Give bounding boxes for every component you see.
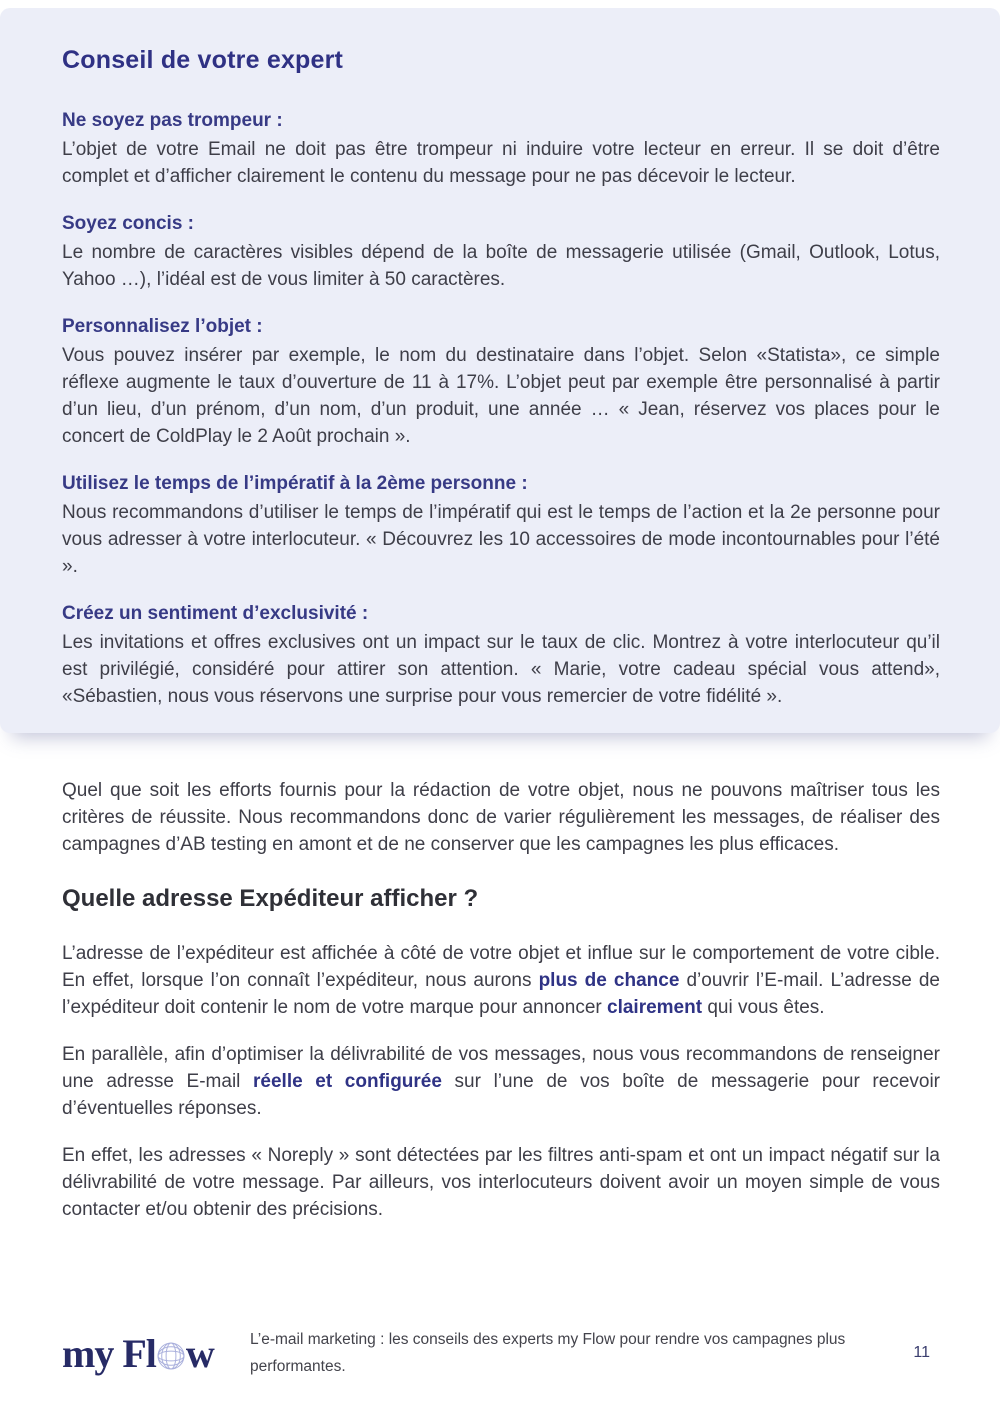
expert-advice-panel bbox=[0, 8, 1000, 733]
logo-text-start: my Fl bbox=[62, 1330, 156, 1376]
myflow-logo bbox=[62, 1330, 240, 1377]
advice-heading: Ne soyez pas trompeur : bbox=[62, 110, 283, 131]
paragraph-ab-testing: Quel que soit les efforts fournis pour la rédaction de votre objet, nous ne pouvons maîtriser tous les critères de réussite. Nous recommandons donc de varier régulièrement les messages, de réaliser des campagnes d’AB testing en amont et de ne conserver que les campagnes les plus efficaces. bbox=[62, 780, 940, 855]
section-heading-expediteur: Quelle adresse Expéditeur afficher ? bbox=[62, 885, 479, 912]
advice-body: Le nombre de caractères visibles dépend de la boîte de messagerie utilisée (Gmail, Outlook, Lotus, Yahoo …), l’idéal est de vous limiter à 50 caractères. bbox=[62, 242, 940, 290]
advice-section-imperatif bbox=[62, 470, 940, 580]
page-number: 11 bbox=[913, 1344, 930, 1361]
advice-heading: Créez un sentiment d’exclusivité : bbox=[62, 603, 369, 624]
advice-section-concis bbox=[62, 210, 940, 293]
footer-caption: L’e-mail marketing : les conseils des experts my Flow pour rendre vos campagnes plus performantes. bbox=[250, 1331, 846, 1375]
page-footer bbox=[62, 1326, 930, 1380]
advice-section-personnalisez bbox=[62, 313, 940, 450]
paragraph-noreply: En effet, les adresses « Noreply » sont détectées par les filtres anti-spam et ont un impact négatif sur la délivrabilité de votre message. Par ailleurs, vos interlocuteurs doivent avoir un moyen simple de vous contacter et/ou obtenir des précisions. bbox=[62, 1145, 940, 1220]
paragraph-sender-address: L’adresse de l’expéditeur est affichée à côté de votre objet et influe sur le comportement de votre cible. En effet, lorsque l’on connaît l’expéditeur, nous aurons plus de chance d’ouvrir l’E-mail. L’adresse de l’expéditeur doit contenir le nom de votre marque pour annoncer clairement qui vous êtes. bbox=[62, 943, 940, 1018]
advice-body: Nous recommandons d’utiliser le temps de l’impératif qui est le temps de l’action et la 2e personne pour vous adresser à votre interlocuteur. « Découvrez les 10 accessoires de mode incontournables pour l’été ». bbox=[62, 502, 940, 577]
advice-body: L’objet de votre Email ne doit pas être trompeur ni induire votre lecteur en erreur. Il se doit d’être complet et d’afficher clairement le contenu du message pour ne pas décevoir le lecteur. bbox=[62, 139, 940, 187]
advice-section-trompeur bbox=[62, 107, 940, 190]
main-content bbox=[0, 733, 1000, 1223]
expert-panel-title: Conseil de votre expert bbox=[62, 46, 344, 74]
globe-icon bbox=[157, 1342, 185, 1370]
advice-heading: Personnalisez l’objet : bbox=[62, 316, 263, 337]
paragraph-deliverability: En parallèle, afin d’optimiser la délivrabilité de vos messages, nous vous recommandons de renseigner une adresse E-mail réelle et configurée sur l’une de vos boîte de messagerie pour recevoir d’éventuelles réponses. bbox=[62, 1044, 941, 1119]
advice-heading: Soyez concis : bbox=[62, 213, 194, 234]
logo-text-end: w bbox=[185, 1330, 214, 1376]
advice-heading: Utilisez le temps de l’impératif à la 2ème personne : bbox=[62, 473, 528, 494]
advice-section-exclusivite bbox=[62, 600, 940, 710]
advice-body: Vous pouvez insérer par exemple, le nom du destinataire dans l’objet. Selon «Statista», ce simple réflexe augmente le taux d’ouverture de 11 à 17%. L’objet peut par exemple être personnalisé à partir d’un lieu, d’un prénom, d’un nom, d’un produit, une année … « Jean, réservez vos places pour le concert de ColdPlay le 2 Août prochain ». bbox=[62, 345, 940, 447]
advice-body: Les invitations et offres exclusives ont un impact sur le taux de clic. Montrez à votre interlocuteur qu’il est privilégié, considéré pour attirer son attention. « Marie, votre cadeau spécial vous attend», «Sébastien, nous vous réservons une surprise pour vous remercier de votre fidélité ». bbox=[62, 632, 940, 707]
